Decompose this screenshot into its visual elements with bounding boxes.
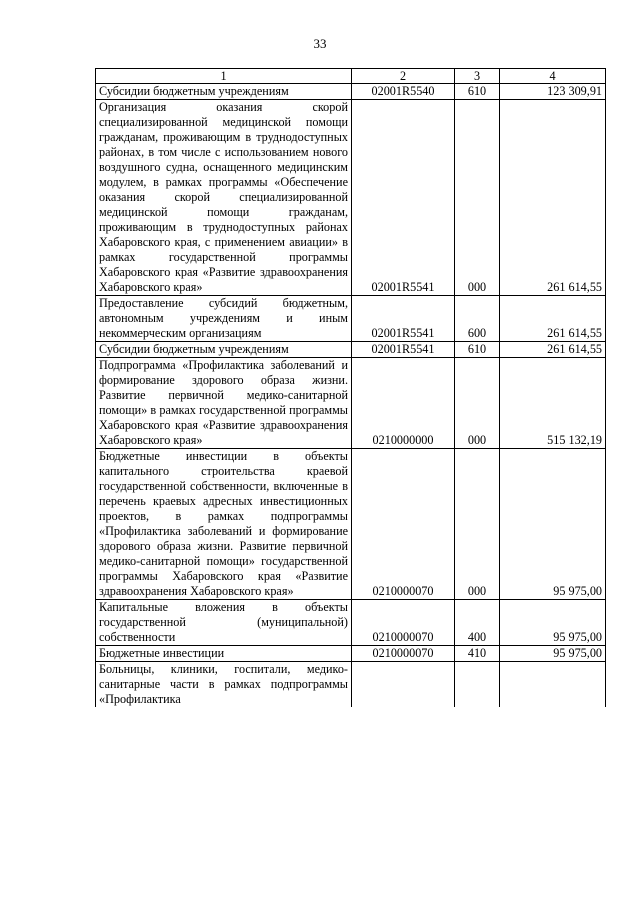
column-header: 2 (352, 69, 455, 84)
row-code: 02001R5540 (352, 84, 455, 100)
row-code: 0210000070 (352, 646, 455, 662)
row-type: 000 (455, 449, 500, 600)
row-amount: 95 975,00 (500, 646, 606, 662)
table-row (96, 100, 606, 296)
row-amount: 515 132,19 (500, 358, 606, 449)
row-code: 02001R5541 (352, 100, 455, 296)
page-number: 33 (313, 36, 327, 51)
row-name: Больницы, клиники, госпитали, медико-санитарные части в рамках подпрограммы «Профилактика (96, 662, 352, 708)
table-row (96, 358, 606, 449)
row-name: Предоставление субсидий бюджетным, автономным учреждениям и иным некоммерческим организациям (96, 296, 352, 342)
table-row (96, 84, 606, 100)
row-name: Субсидии бюджетным учреждениям (96, 84, 352, 100)
table-header-row (96, 69, 606, 84)
column-header: 4 (500, 69, 606, 84)
table-row (96, 296, 606, 342)
row-name: Бюджетные инвестиции (96, 646, 352, 662)
row-amount: 123 309,91 (500, 84, 606, 100)
row-type: 410 (455, 646, 500, 662)
row-code: 02001R5541 (352, 342, 455, 358)
row-type (455, 662, 500, 708)
row-code: 0210000070 (352, 449, 455, 600)
column-header: 1 (96, 69, 352, 84)
row-name: Подпрограмма «Профилактика заболеваний и формирование здорового образа жизни. Развитие первичной медико-санитарной помощи» в рамках государственной программы Хабаровского края «Развитие здравоохранения Хабаровского края» (96, 358, 352, 449)
budget-table (95, 68, 606, 707)
row-type: 000 (455, 358, 500, 449)
row-type: 000 (455, 100, 500, 296)
table-row (96, 662, 606, 708)
row-type: 400 (455, 600, 500, 646)
table-row (96, 449, 606, 600)
row-amount (500, 662, 606, 708)
row-amount: 261 614,55 (500, 296, 606, 342)
row-code: 02001R5541 (352, 296, 455, 342)
row-type: 610 (455, 84, 500, 100)
row-name: Капитальные вложения в объекты государственной (муниципальной) собственности (96, 600, 352, 646)
row-code: 0210000000 (352, 358, 455, 449)
row-type: 600 (455, 296, 500, 342)
row-code (352, 662, 455, 708)
row-amount: 95 975,00 (500, 449, 606, 600)
table-row (96, 342, 606, 358)
row-name: Бюджетные инвестиции в объекты капитального строительства краевой государственной собственности, включенные в перечень краевых адресных инвестиционных проектов, в рамках подпрограммы «Профилактика заболеваний и формирование здорового образа жизни. Развитие первичной медико-санитарной помощи» государственной программы Хабаровского края «Развитие здравоохранения Хабаровского края» (96, 449, 352, 600)
row-amount: 261 614,55 (500, 342, 606, 358)
row-code: 0210000070 (352, 600, 455, 646)
row-name: Организация оказания скорой специализированной медицинской помощи гражданам, проживающим в труднодоступных районах, в том числе с использованием нового воздушного судна, оснащенного медицинским модулем, в рамках программы «Обеспечение оказания скорой специализированной медицинской помощи гражданам, проживающим в труднодоступных районах Хабаровского края, с применением авиации» в рамках государственной программы Хабаровского края «Развитие здравоохранения Хабаровского края» (96, 100, 352, 296)
column-header: 3 (455, 69, 500, 84)
row-amount: 261 614,55 (500, 100, 606, 296)
table-row (96, 600, 606, 646)
table-row (96, 646, 606, 662)
row-name: Субсидии бюджетным учреждениям (96, 342, 352, 358)
row-type: 610 (455, 342, 500, 358)
row-amount: 95 975,00 (500, 600, 606, 646)
